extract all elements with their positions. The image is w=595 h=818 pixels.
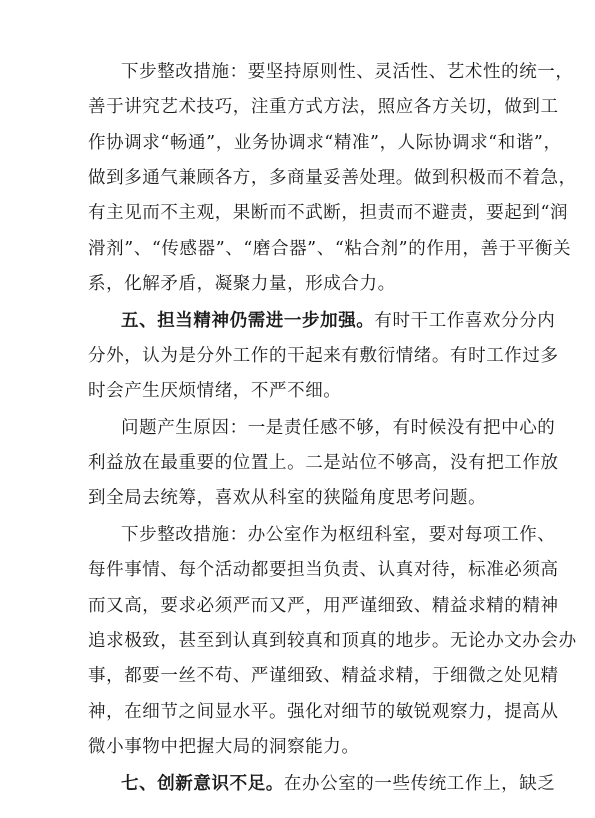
- text-line: [0, 195, 595, 231]
- paragraph-text: 作协调求“畅通”，业务协调求“精准”，人际协调求“和谐”，: [88, 133, 562, 153]
- paragraph-text: 微小事物中把握大局的洞察能力。: [88, 737, 360, 757]
- text-line: [0, 766, 595, 802]
- text-line: [0, 410, 595, 446]
- text-line: [0, 658, 595, 694]
- text-line: [0, 266, 595, 302]
- text-line: [0, 517, 595, 553]
- paragraph-text: 追求极致，甚至到认真到较真和顶真的地步。无论办文办会办: [88, 631, 577, 651]
- paragraph-text: 下步整改措施：要坚持原则性、灵活性、艺术性的统一，: [121, 62, 574, 82]
- text-line: [0, 694, 595, 730]
- text-line: [0, 623, 595, 659]
- paragraph-text: 每件事情、每个活动都要担当负责、认真对待，标准必须高: [88, 560, 559, 580]
- paragraph-text: 有主见而不主观，果断而不武断，担责而不避责，要起到“润: [88, 203, 569, 223]
- paragraph-text: 下步整改措施：办公室作为枢纽科室，要对每项工作、: [121, 525, 556, 545]
- section-heading-line: [121, 766, 555, 802]
- paragraph-text: 滑剂”、“传感器”、“磨合器”、“粘合剂”的作用，善于平衡关: [88, 239, 572, 259]
- paragraph-text: 事，都要一丝不苟、严谨细致、精益求精，于细微之处见精: [88, 666, 559, 686]
- paragraph-text: 在办公室的一些传统工作上，缺乏: [283, 774, 556, 794]
- paragraph-text: 到全局去统筹，喜欢从科室的狭隘角度思考问题。: [88, 488, 487, 508]
- text-line: [0, 729, 595, 765]
- paragraph-text: 利益放在最重要的位置上。二是站位不够高，没有把工作放: [88, 453, 559, 473]
- text-line: [0, 480, 595, 516]
- text-line: [0, 303, 595, 339]
- text-line: [0, 338, 595, 374]
- paragraph-text: 问题产生原因：一是责任感不够，有时候没有把中心的: [121, 418, 556, 438]
- text-line: [0, 231, 595, 267]
- paragraph-text: 做到多通气兼顾各方，多商量妥善处理。做到积极而不着急，: [88, 168, 577, 188]
- text-line: [0, 89, 595, 125]
- paragraph-text: 神，在细节之间显水平。强化对细节的敏锐观察力，提高从: [88, 702, 559, 722]
- text-line: [0, 125, 595, 161]
- paragraph-text: 时会产生厌烦情绪，不严不细。: [88, 381, 342, 401]
- text-line: [0, 445, 595, 481]
- section-heading-line: [121, 303, 555, 339]
- section-heading: 五、担当精神仍需进一步加强。: [121, 311, 375, 331]
- paragraph-text: 系，化解矛盾，凝聚力量，形成合力。: [88, 274, 396, 294]
- paragraph-text: 有时干工作喜欢分分内: [374, 311, 556, 331]
- text-line: [0, 552, 595, 588]
- paragraph-text: 善于讲究艺术技巧，注重方式方法，照应各方关切，做到工: [88, 97, 559, 117]
- text-line: [0, 373, 595, 409]
- text-line: [0, 54, 595, 90]
- paragraph-text: 而又高，要求必须严而又严，用严谨细致、精益求精的精神: [88, 596, 559, 616]
- text-line: [0, 160, 595, 196]
- section-heading: 七、创新意识不足。: [121, 774, 284, 794]
- text-line: [0, 588, 595, 624]
- paragraph-text: 分外，认为是分外工作的干起来有敷衍情绪。有时工作过多: [88, 346, 559, 366]
